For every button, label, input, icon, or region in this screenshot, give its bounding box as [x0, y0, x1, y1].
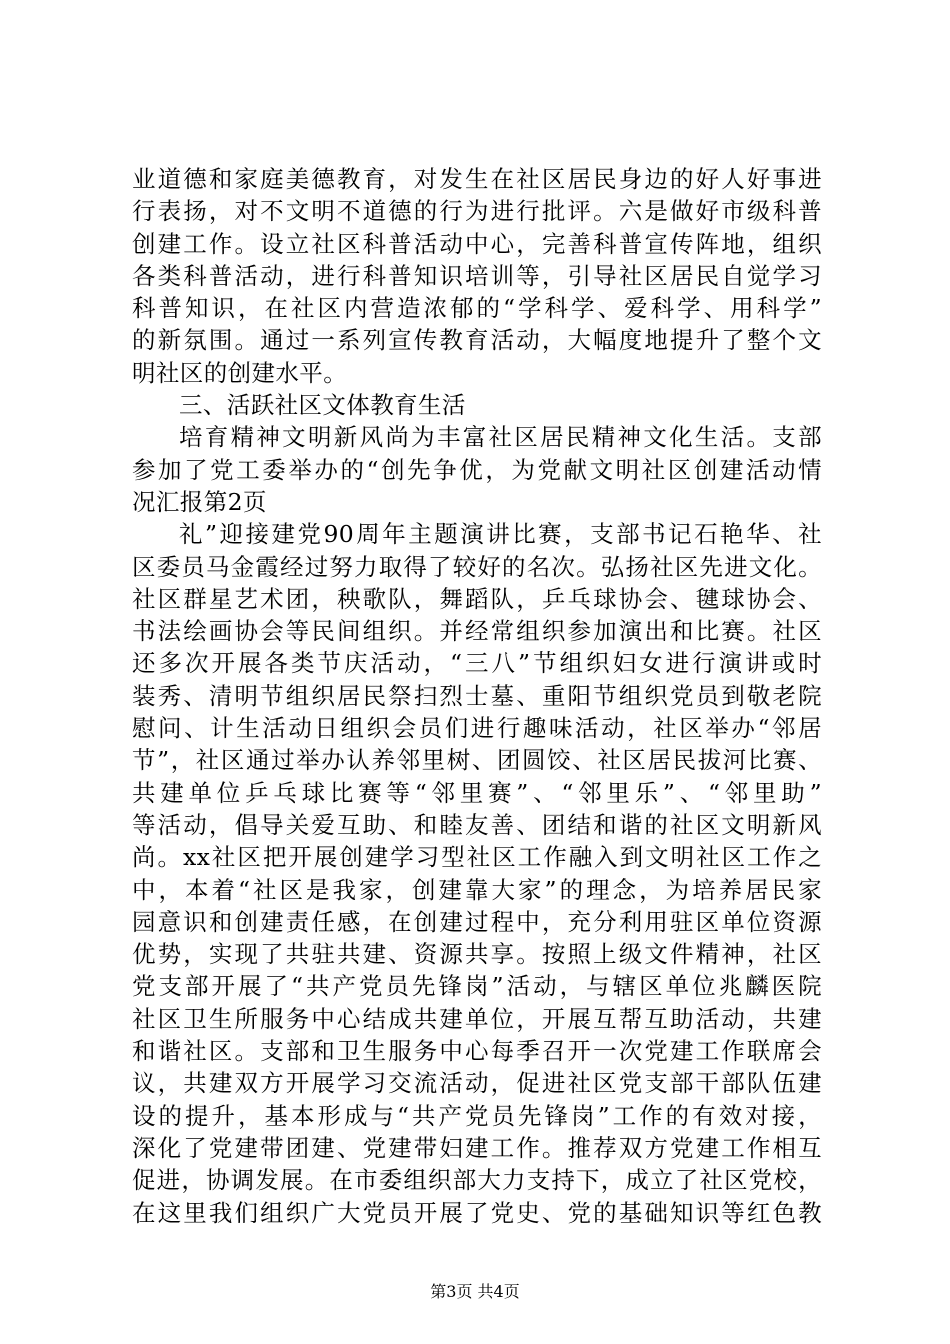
text-line: 促进，协调发展。在市委组织部大力支持下，成立了社区党校，	[132, 1166, 822, 1195]
text-line: 慰问、计生活动日组织会员们进行趣味活动，社区举办“邻居	[132, 714, 822, 743]
text-line: 区委员马金霞经过努力取得了较好的名次。弘扬社区先进文化。	[132, 552, 822, 581]
text-line: 创建工作。设立社区科普活动中心，完善科普宣传阵地，组织	[132, 229, 822, 258]
paragraph-3	[132, 518, 822, 1229]
text-line: 业道德和家庭美德教育，对发生在社区居民身边的好人好事进	[132, 165, 822, 193]
text-line: 书法绘画协会等民间组织。并经常组织参加演出和比赛。社区	[132, 617, 822, 646]
page-number-label: 第3页 共4页	[430, 1282, 520, 1301]
paragraph-1	[132, 163, 822, 389]
text-line: 党支部开展了“共产党员先锋岗”活动，与辖区单位兆麟医院	[132, 972, 822, 1001]
paragraph-2	[132, 421, 822, 518]
text-line: 参加了党工委举办的“创先争优，为党献文明社区创建活动情	[132, 455, 822, 484]
page-footer	[0, 1282, 950, 1302]
text-line: 行表扬，对不文明不道德的行为进行批评。六是做好市级科普	[132, 197, 822, 226]
text-line: 在这里我们组织广大党员开展了党史、党的基础知识等红色教	[132, 1198, 822, 1227]
text-line: 节”，社区通过举办认养邻里树、团圆饺、社区居民拔河比赛、	[132, 746, 822, 775]
text-line: 设的提升，基本形成与“共产党员先锋岗”工作的有效对接，	[132, 1101, 822, 1130]
text-line: 况汇报第2页	[132, 487, 267, 516]
text-line: 还多次开展各类节庆活动，“三八”节组织妇女进行演讲或时	[132, 649, 822, 678]
text-line: 明社区的创建水平。	[132, 358, 348, 387]
text-line: 社区卫生所服务中心结成共建单位，开展互帮互助活动，共建	[132, 1004, 822, 1033]
section-heading	[132, 389, 822, 421]
document-body	[132, 163, 822, 1229]
text-line: 装秀、清明节组织居民祭扫烈士墓、重阳节组织党员到敬老院	[132, 681, 822, 710]
text-line: 园意识和创建责任感，在创建过程中，充分利用驻区单位资源	[132, 907, 822, 936]
text-line: 中，本着“社区是我家，创建靠大家”的理念，为培养居民家	[132, 875, 822, 904]
text-line: 议，共建双方开展学习交流活动，促进社区党支部干部队伍建	[132, 1069, 822, 1098]
text-line: 和谐社区。支部和卫生服务中心每季召开一次党建工作联席会	[132, 1037, 822, 1066]
text-line: 优势，实现了共驻共建、资源共享。按照上级文件精神，社区	[132, 940, 822, 969]
text-line: 各类科普活动，进行科普知识培训等，引导社区居民自觉学习	[132, 261, 822, 290]
text-line: 深化了党建带团建、党建带妇建工作。推荐双方党建工作相互	[132, 1133, 822, 1162]
text-line: 尚。xx社区把开展创建学习型社区工作融入到文明社区工作之	[132, 843, 822, 872]
text-line: 等活动，倡导关爱互助、和睦友善、团结和谐的社区文明新风	[132, 810, 822, 839]
heading-line: 三、活跃社区文体教育生活	[179, 391, 466, 420]
text-line: 礼”迎接建党90周年主题演讲比赛，支部书记石艳华、社	[179, 520, 822, 549]
text-line: 社区群星艺术团，秧歌队，舞蹈队，乒乓球协会、毽球协会、	[132, 584, 822, 613]
text-line: 共建单位乒乓球比赛等“邻里赛”、“邻里乐”、“邻里助”	[132, 778, 822, 807]
text-line: 科普知识，在社区内营造浓郁的“学科学、爱科学、用科学”	[132, 294, 822, 323]
text-line: 培育精神文明新风尚为丰富社区居民精神文化生活。支部	[179, 423, 822, 452]
text-line: 的新氛围。通过一系列宣传教育活动，大幅度地提升了整个文	[132, 326, 822, 355]
